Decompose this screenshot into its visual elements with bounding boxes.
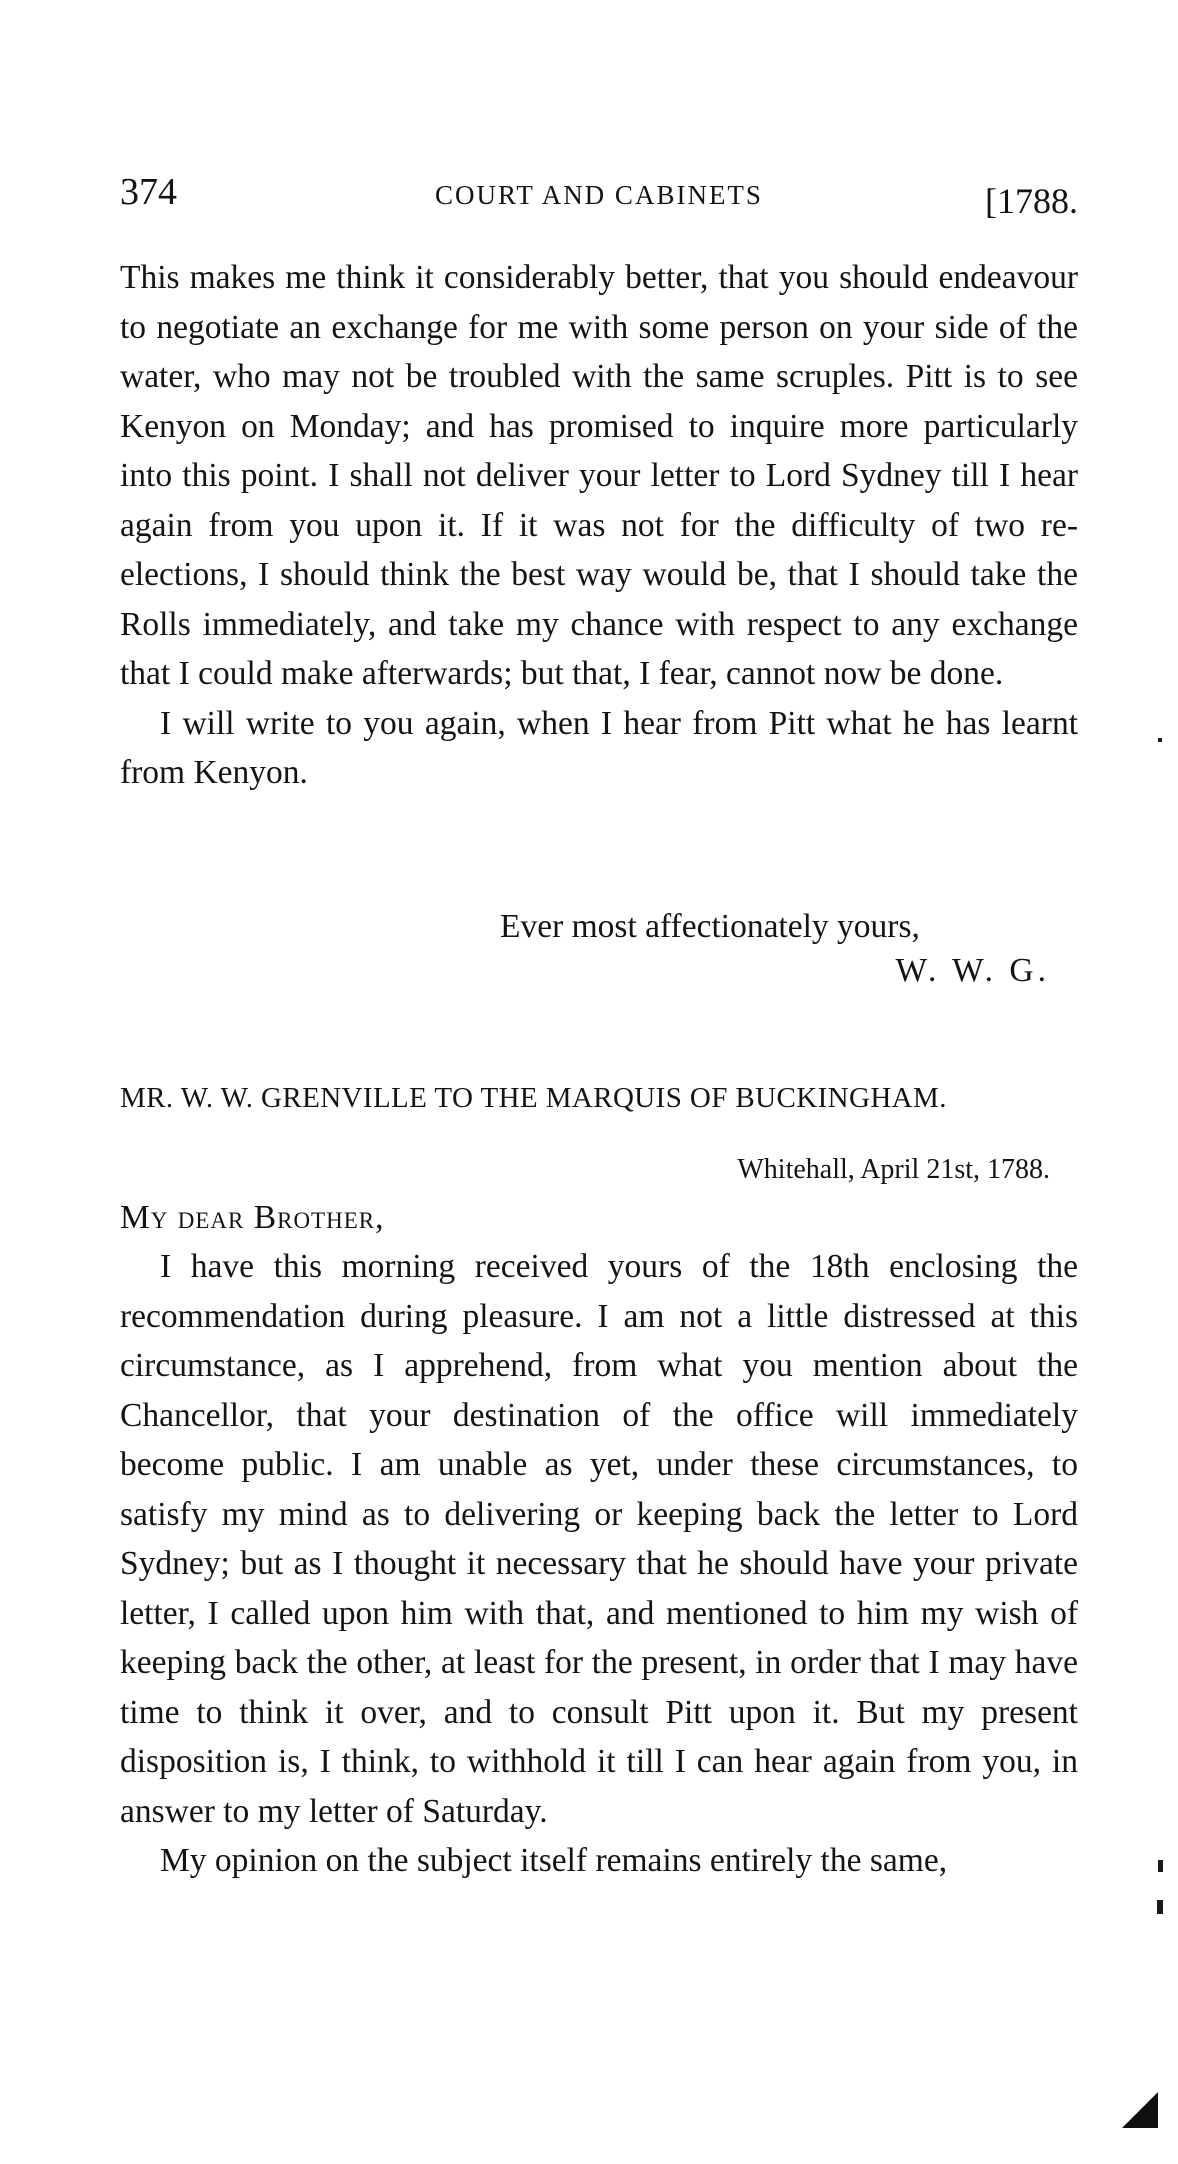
letter-two-paragraph: My opinion on the subject itself remains entirely the same, [160, 1842, 948, 1879]
scan-speck [1158, 1860, 1163, 1872]
scan-speck [1158, 738, 1162, 742]
letter-one-body [120, 253, 1078, 798]
page-number: 374 [120, 171, 177, 213]
letter-two-salutation: My dear Brother, [120, 1199, 385, 1236]
letter-one-paragraph: I will write to you again, when I hear from Pitt what he has learnt from Kenyon. [120, 704, 1078, 791]
letter-two-body [120, 1242, 1078, 1886]
running-title: COURT AND CABINETS [435, 180, 763, 210]
letter-two-heading: MR. W. W. GRENVILLE TO THE MARQUIS OF BUCKINGHAM. [120, 1082, 947, 1114]
letter-two-paragraph: I have this morning received yours of the 18th enclosing the recommendation during pleasure. I am not a little distressed at this circumstance, as I apprehend, from what you mention about the Chancellor, that your destination of the office will immediately become public. I am unable as yet, under these circumstances, to satisfy my mind as to delivering or keeping back the letter to Lord Sydney; but as I thought it necessary that he should have your private letter, I called upon him with that, and mentioned to him my wish of keeping back the other, at least for the present, in order that I may have time to think it over, and to consult Pitt upon it. But my present disposition is, I think, to withhold it till I can hear again from you, in answer to my letter of Saturday. [120, 1248, 1078, 1830]
letter-one-paragraph: This makes me think it considerably better, that you should endeavour to negotiate an exchange for me with some person on your side of the water, who may not be troubled with the same scruples. Pitt is to see Kenyon on Monday; and has promised to inquire more particularly into this point. I shall not deliver your letter to Lord Sydney till I hear again from you upon it. If it was not for the difficulty of two re-elections, I should think the best way would be, that I should take the Rolls immediately, and take my chance with respect to any exchange that I could make afterwards; but that, I fear, cannot now be done. [120, 259, 1078, 692]
header-year: [1788. [985, 181, 1078, 221]
letter-one-closing: Ever most affectionately yours, [500, 908, 920, 945]
letter-two-dateline: Whitehall, April 21st, 1788. [737, 1154, 1050, 1185]
page-header [120, 170, 1078, 230]
scan-corner-mark [1122, 2092, 1158, 2128]
scan-speck [1157, 1900, 1163, 1914]
letter-one-signature: W. W. G. [895, 952, 1050, 989]
